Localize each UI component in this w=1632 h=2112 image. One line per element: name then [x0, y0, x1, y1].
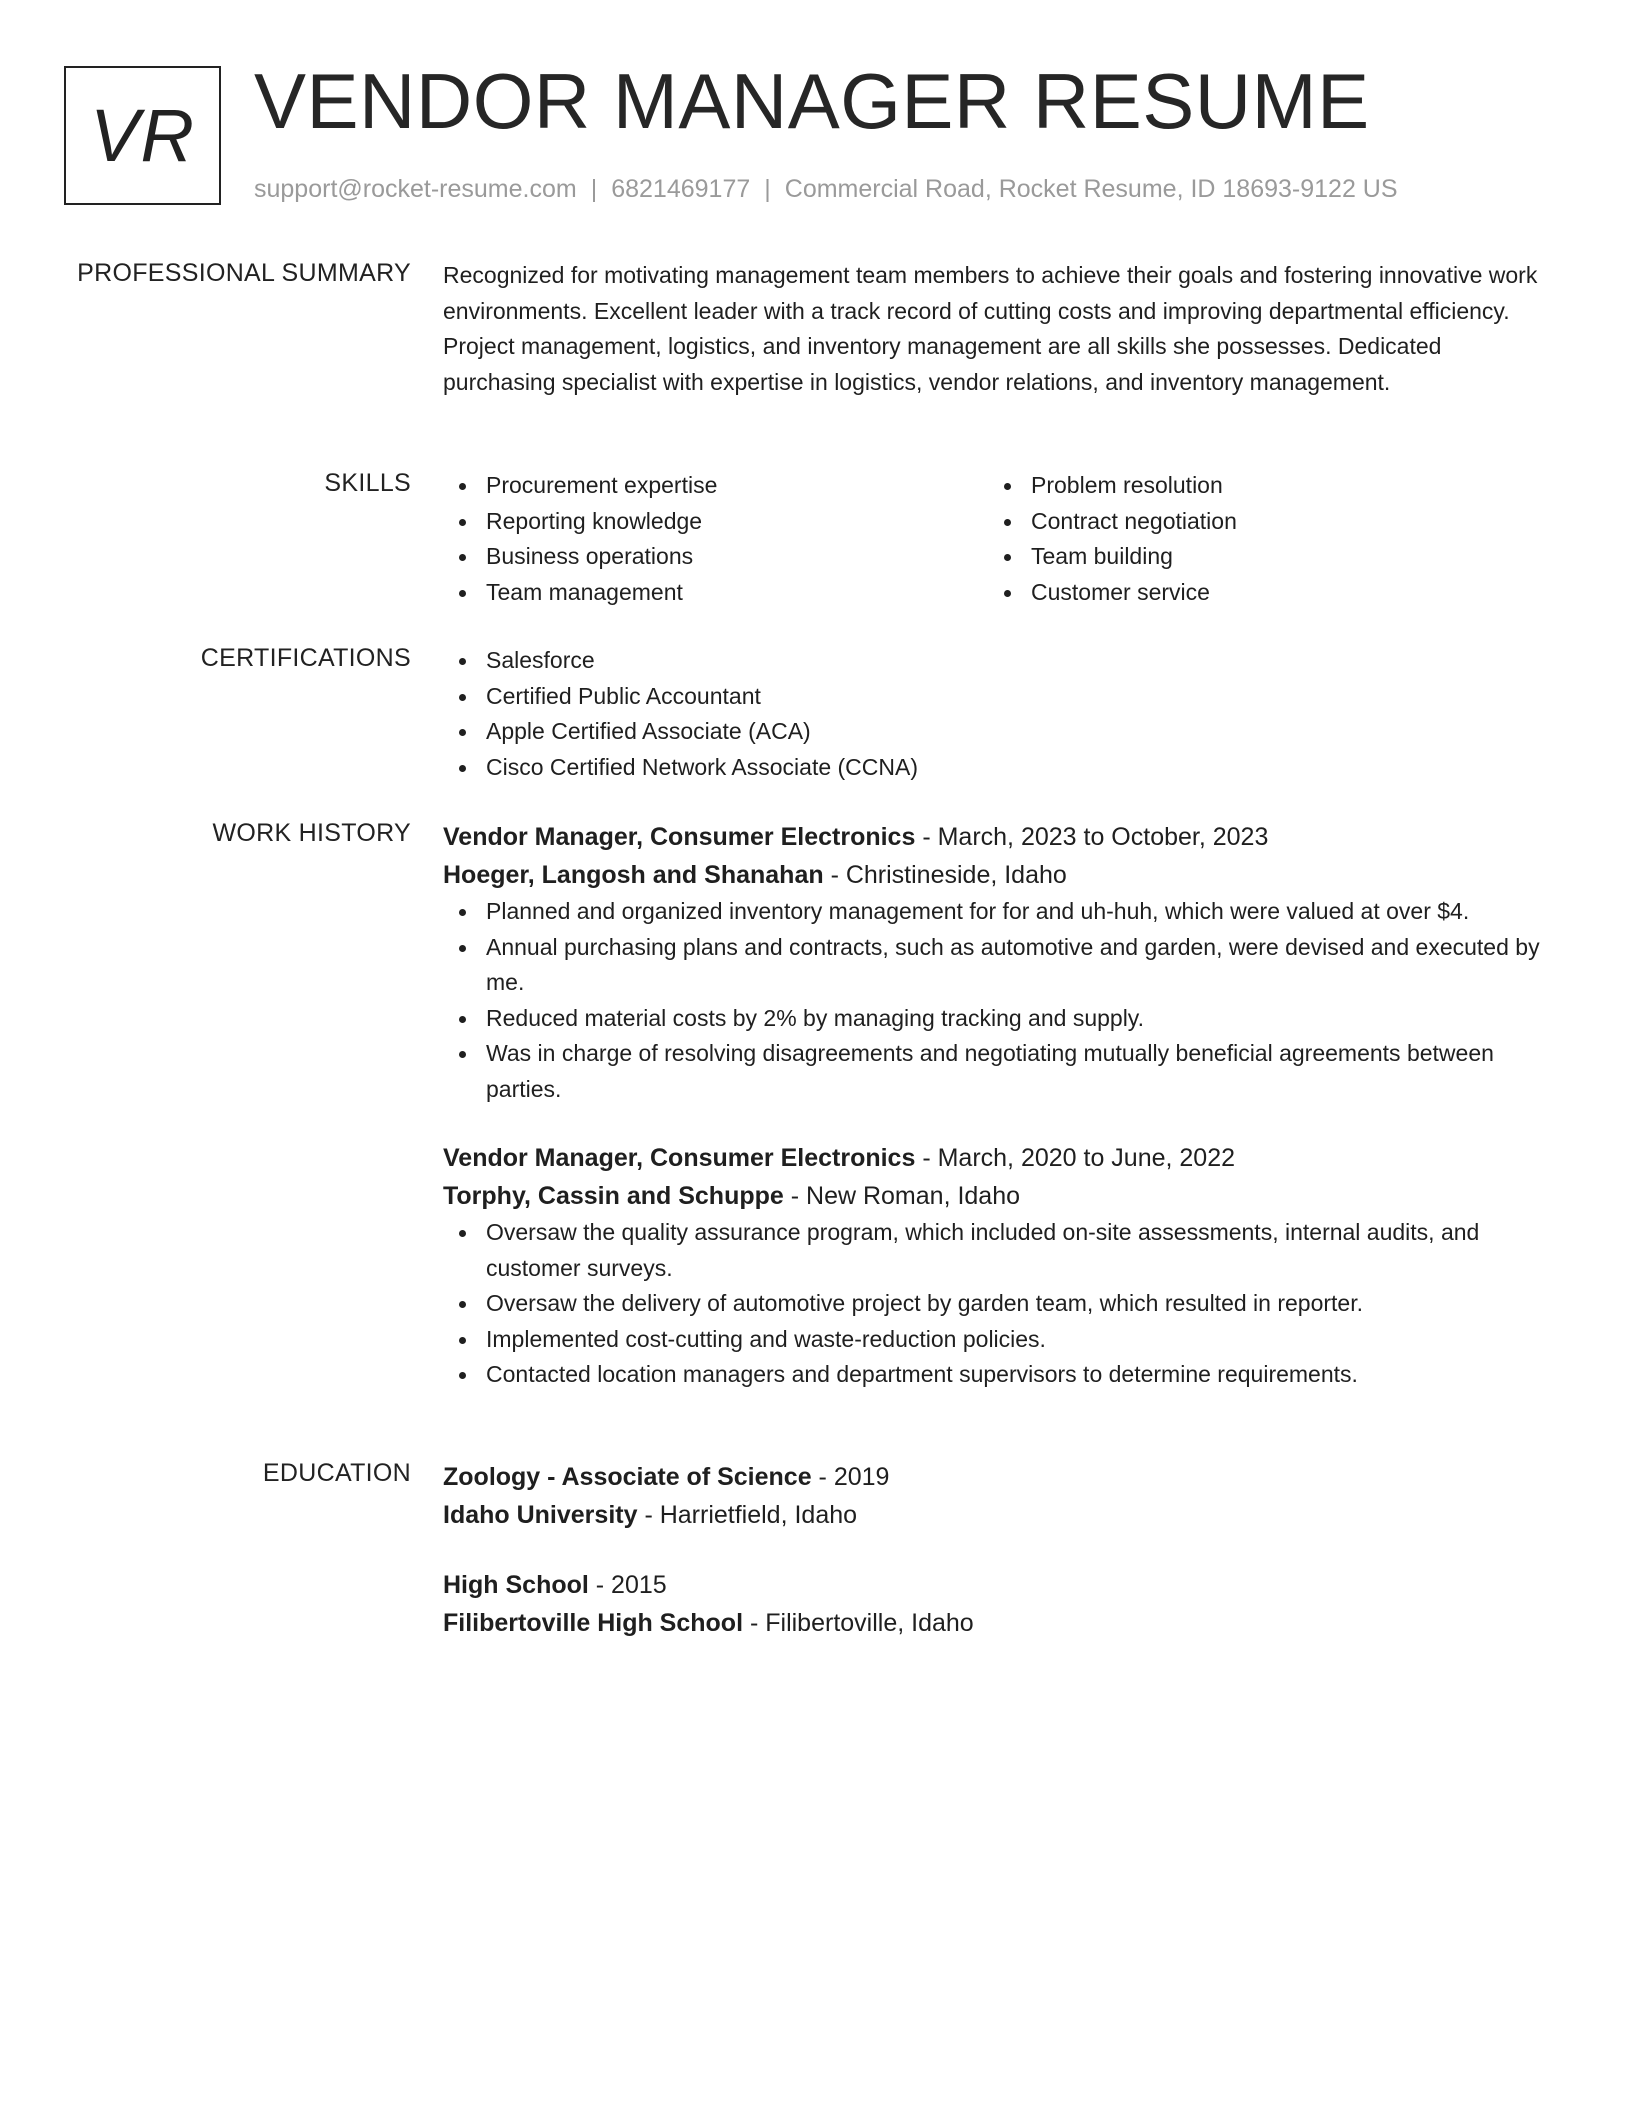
job-bullets [443, 894, 1553, 1107]
job-company-line [443, 1177, 1553, 1215]
monogram-box [64, 66, 221, 205]
certification-item: Apple Certified Associate (ACA) [443, 714, 1553, 750]
job-bullet: Was in charge of resolving disagreements and negotiating mutually beneficial agreements between parties. [443, 1036, 1553, 1107]
skills-list-left [443, 468, 988, 610]
certifications-list [443, 643, 1553, 785]
education-year: - 2015 [588, 1571, 667, 1599]
certification-item: Salesforce [443, 643, 1553, 679]
education-degree-line [443, 1458, 1553, 1496]
job-dates: - March, 2020 to June, 2022 [915, 1144, 1236, 1172]
skill-item: Team management [443, 575, 988, 611]
summary-body [443, 258, 1553, 400]
job-bullet: Oversaw the quality assurance program, which included on-site assessments, internal audits, and customer surveys. [443, 1215, 1553, 1286]
education-entry [443, 1458, 1553, 1534]
education-degree: Zoology - Associate of Science [443, 1463, 812, 1491]
job-bullet: Planned and organized inventory management for for and uh-huh, which were valued at over $4. [443, 894, 1553, 930]
contact-separator: | [764, 175, 771, 203]
contact-line [254, 174, 1398, 204]
certifications-body [443, 643, 1553, 785]
contact-phone[interactable]: 6821469177 [611, 175, 751, 203]
section-heading-certifications: CERTIFICATIONS [200, 644, 411, 672]
section-heading-education: EDUCATION [262, 1459, 411, 1487]
skill-item: Contract negotiation [988, 504, 1533, 540]
job-location: - New Roman, Idaho [783, 1182, 1021, 1210]
education-school: Idaho University [443, 1501, 638, 1529]
job-entry [443, 1139, 1553, 1393]
education-location: - Filibertoville, Idaho [743, 1609, 974, 1637]
job-company-line [443, 856, 1553, 894]
skill-item: Reporting knowledge [443, 504, 988, 540]
summary-text: Recognized for motivating management team members to achieve their goals and fostering innovative work environments. Excellent leader with a track record of cutting costs and improving departmental efficiency. Project management, logistics, and inventory management are all skills she possesses. Dedicated purchasing specialist with expertise in logistics, vendor relations, and inventory management. [443, 262, 1538, 395]
monogram-initials: VR [90, 93, 195, 177]
resume-title: VENDOR MANAGER RESUME [254, 57, 1370, 145]
section-heading-skills: SKILLS [324, 469, 411, 497]
job-title: Vendor Manager, Consumer Electronics [443, 1144, 916, 1172]
education-school-line [443, 1496, 1553, 1534]
skill-item: Business operations [443, 539, 988, 575]
skill-item: Team building [988, 539, 1533, 575]
skills-grid [443, 468, 1553, 610]
education-degree-line [443, 1566, 1553, 1604]
job-bullet: Annual purchasing plans and contracts, such as automotive and garden, were devised and executed by me. [443, 930, 1553, 1001]
skill-item: Procurement expertise [443, 468, 988, 504]
job-bullet: Reduced material costs by 2% by managing tracking and supply. [443, 1001, 1553, 1037]
certification-item: Cisco Certified Network Associate (CCNA) [443, 750, 1553, 786]
education-year: - 2019 [811, 1463, 890, 1491]
certification-item: Certified Public Accountant [443, 679, 1553, 715]
education-entry [443, 1566, 1553, 1642]
job-bullets [443, 1215, 1553, 1393]
section-heading-work-history: WORK HISTORY [212, 819, 411, 847]
skill-item: Problem resolution [988, 468, 1533, 504]
skills-list-right [988, 468, 1533, 610]
section-heading-summary: PROFESSIONAL SUMMARY [77, 259, 411, 287]
job-title-line [443, 1139, 1553, 1177]
job-bullet: Implemented cost-cutting and waste-reduction policies. [443, 1322, 1553, 1358]
job-title: Vendor Manager, Consumer Electronics [443, 823, 916, 851]
job-location: - Christineside, Idaho [823, 861, 1067, 889]
job-company: Hoeger, Langosh and Shanahan [443, 861, 824, 889]
education-body [443, 1458, 1553, 1642]
skill-item: Customer service [988, 575, 1533, 611]
contact-separator: | [590, 175, 598, 203]
job-title-line [443, 818, 1553, 856]
job-bullet: Contacted location managers and department supervisors to determine requirements. [443, 1357, 1553, 1393]
contact-address: Commercial Road, Rocket Resume, ID 18693-9122 US [784, 175, 1398, 203]
job-bullet: Oversaw the delivery of automotive project by garden team, which resulted in reporter. [443, 1286, 1553, 1322]
education-degree: High School [443, 1571, 589, 1599]
job-dates: - March, 2023 to October, 2023 [915, 823, 1269, 851]
education-school: Filibertoville High School [443, 1609, 744, 1637]
work-history-body [443, 818, 1553, 1393]
education-school-line [443, 1604, 1553, 1642]
job-company: Torphy, Cassin and Schuppe [443, 1182, 784, 1210]
education-location: - Harrietfield, Idaho [637, 1501, 858, 1529]
contact-email[interactable]: support@rocket-resume.com [254, 175, 577, 203]
job-entry [443, 818, 1553, 1107]
